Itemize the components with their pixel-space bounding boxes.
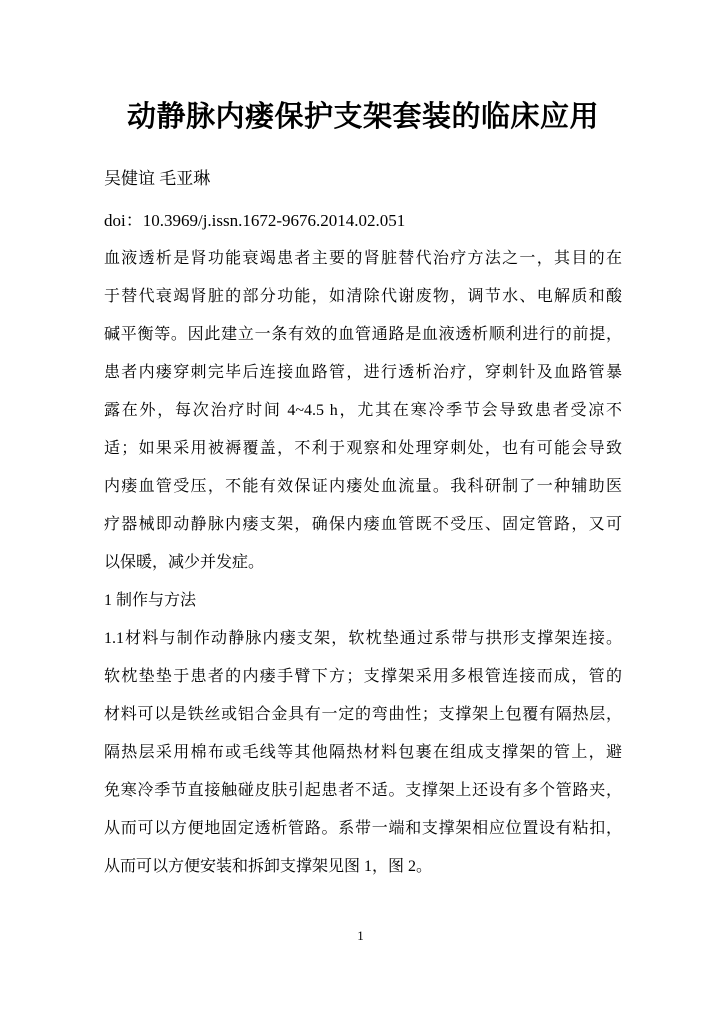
body-line: 内瘘血管受压，不能有效保证内瘘处血流量。我科研制了一种辅助医: [104, 478, 622, 495]
body-line: 血液透析是肾功能衰竭患者主要的肾脏替代治疗方法之一，其目的在: [104, 250, 622, 267]
body-line: 材料可以是铁丝或铝合金具有一定的弯曲性；支撑架上包覆有隔热层，: [104, 706, 622, 723]
body-line: 免寒冷季节直接触碰皮肤引起患者不适。支撑架上还设有多个管路夹，: [104, 782, 622, 799]
body-line: 软枕垫垫于患者的内瘘手臂下方；支撑架采用多根管连接而成，管的: [104, 668, 622, 685]
body-line: 适；如果采用被褥覆盖，不利于观察和处理穿刺处，也有可能会导致: [104, 440, 622, 457]
body-line: 隔热层采用棉布或毛线等其他隔热材料包裹在组成支撑架的管上，避: [104, 744, 622, 761]
body-line: 从而可以方便地固定透析管路。系带一端和支撑架相应位置设有粘扣，: [104, 820, 622, 837]
article-body: [104, 240, 622, 886]
body-line: 1.1材料与制作动静脉内瘘支架，软枕垫通过系带与拱形支撑架连接。: [104, 630, 622, 647]
body-line: 患者内瘘穿刺完毕后连接血路管，进行透析治疗，穿刺针及血路管暴: [104, 364, 622, 381]
page-number: 1: [357, 928, 364, 943]
body-line: 从而可以方便安装和拆卸支撑架见图 1，图 2。: [104, 858, 433, 875]
body-line: 以保暖，减少并发症。: [104, 554, 265, 571]
authors-line: 吴健谊 毛亚琳: [104, 169, 211, 188]
body-line: 碱平衡等。因此建立一条有效的血管通路是血液透析顺利进行的前提，: [104, 326, 622, 343]
body-line: 疗器械即动静脉内瘘支架，确保内瘘血管既不受压、固定管路，又可: [104, 516, 622, 533]
body-line: 于替代衰竭肾脏的部分功能，如清除代谢废物，调节水、电解质和酸: [104, 288, 622, 305]
doi-line: doi：10.3969/j.issn.1672-9676.2014.02.051: [104, 211, 406, 230]
body-line: 露在外，每次治疗时间 4~4.5 h，尤其在寒冷季节会导致患者受凉不: [104, 402, 622, 419]
article-title: 动静脉内瘘保护支架套装的临床应用: [126, 101, 599, 134]
section-heading: 1 制作与方法: [104, 592, 197, 609]
